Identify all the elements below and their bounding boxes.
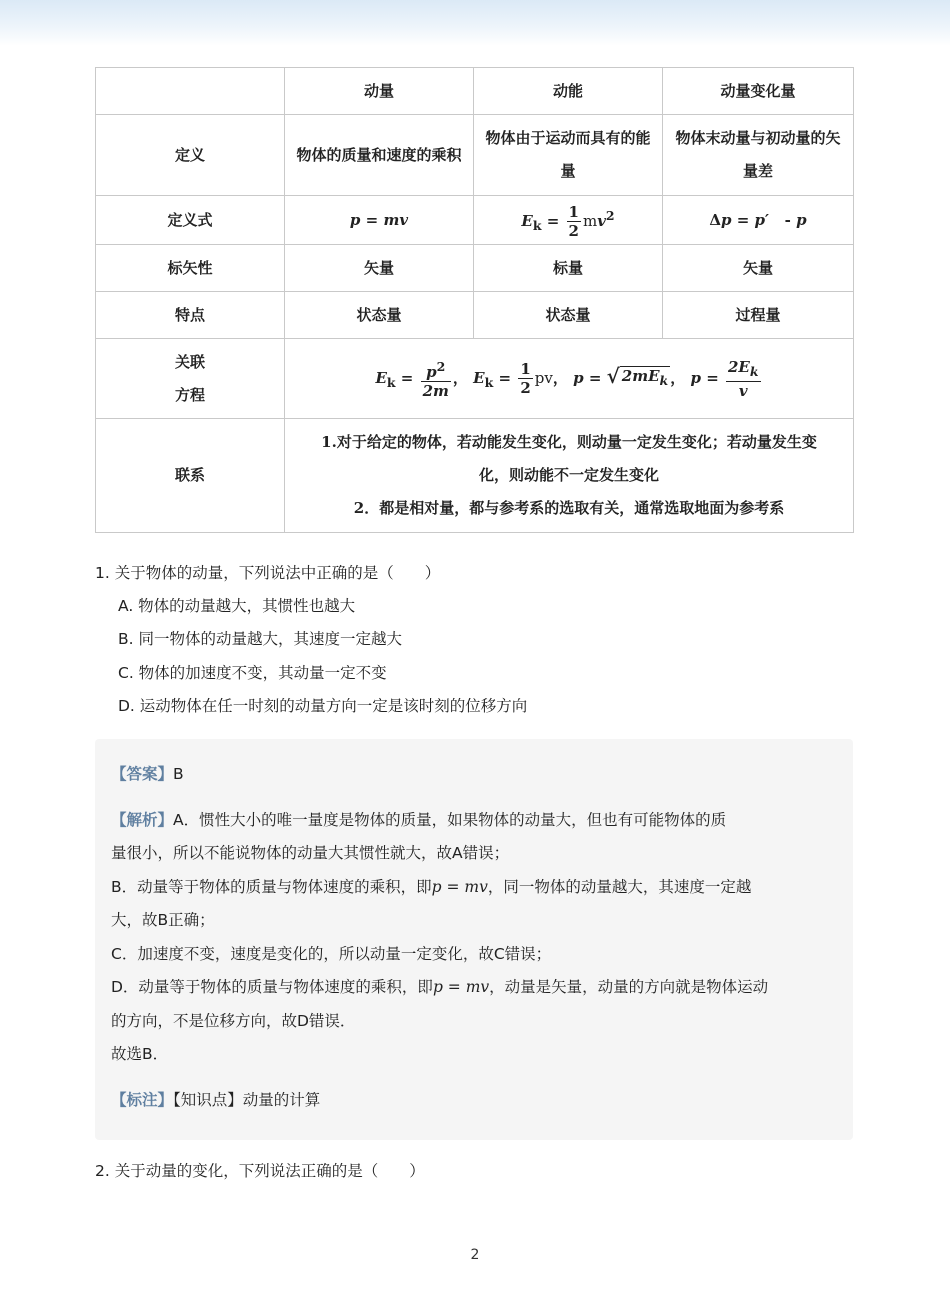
- note-tag: 【标注】: [111, 1091, 174, 1109]
- analysis-line-a2: 量很小，所以不能说物体的动量大其惯性就大，故A错误；: [111, 844, 510, 862]
- table-row-relation: [96, 339, 854, 419]
- vector-momentum-change: 矢量: [663, 245, 854, 292]
- formula-kinetic-energy: $E_k$ = $\frac{1}{2}$ $mv^2$: [474, 196, 663, 245]
- row-label-definition: 定义: [96, 115, 285, 196]
- question-2-stem: 2. 关于动量的变化，下列说法正确的是（ ）: [95, 1162, 425, 1180]
- answer-line: [111, 763, 184, 785]
- formula-momentum-change: Δp = p′ - p: [663, 196, 854, 245]
- note-line: [111, 1089, 320, 1111]
- question-1-stem: 1. 关于物体的动量，下列说法中正确的是（ ）: [95, 564, 441, 582]
- analysis-line-b1: B．动量等于物体的质量与物体速度的乘积，即p = mv，同一物体的动量越大，其速度一定越: [111, 878, 752, 896]
- row-label-feature: 特点: [96, 292, 285, 339]
- analysis-line-a1: 【解析】A．惯性大小的唯一量度是物体的质量，如果物体的动量大，但也有可能物体的质: [111, 811, 727, 829]
- header-momentum: 动量: [285, 68, 474, 115]
- comparison-table: [95, 67, 854, 533]
- question-1-option-c: C. 物体的加速度不变，其动量一定不变: [118, 664, 387, 682]
- vector-momentum: 矢量: [285, 245, 474, 292]
- definition-momentum-change: 物体末动量与初动量的矢量差: [663, 115, 854, 196]
- header-empty-cell: [96, 68, 285, 115]
- feature-momentum-change: 过程量: [663, 292, 854, 339]
- table-row-feature: [96, 292, 854, 339]
- header-kinetic-energy: 动能: [474, 68, 663, 115]
- vector-kinetic-energy: 标量: [474, 245, 663, 292]
- row-label-relation: 关联 方程: [96, 339, 285, 419]
- definition-kinetic-energy: 物体由于运动而具有的能量: [474, 115, 663, 196]
- question-1-option-b: B. 同一物体的动量越大，其速度一定越大: [118, 630, 402, 648]
- connection-text: 1.对于给定的物体，若动能发生变化，则动量一定发生变化；若动量发生变 化，则动能不一定发生变化 2．都是相对量，都与参考系的选取有关，通常选取地面为参考系: [285, 419, 854, 533]
- analysis-line-b2: 大，故B正确；: [111, 911, 215, 929]
- formula-momentum: p = mv: [285, 196, 474, 245]
- row-label-formula: 定义式: [96, 196, 285, 245]
- page-number: 2: [470, 1247, 480, 1263]
- row-label-vector: 标矢性: [96, 245, 285, 292]
- table-row-definition: [96, 115, 854, 196]
- analysis-line-c: C．加速度不变，速度是变化的，所以动量一定变化，故C错误；: [111, 945, 552, 963]
- question-1-option-d: D. 运动物体在任一时刻的动量方向一定是该时刻的位移方向: [118, 697, 528, 715]
- relation-equations: $E_k$ = $\frac{p^2}{2m}$ ， $E_k$ = $\frac{1}{2}$ pv， p = √ $2mE_k$ ， p = $\frac{2E_k}{v}$: [285, 339, 854, 419]
- answer-box: [95, 739, 853, 1140]
- analysis-conclusion: 故选B．: [111, 1045, 169, 1063]
- row-label-connection: 联系: [96, 419, 285, 533]
- answer-value: B: [173, 765, 184, 783]
- table-header-row: [96, 68, 854, 115]
- table-row-formula: [96, 196, 854, 245]
- answer-tag: 【答案】: [111, 765, 174, 783]
- analysis-line-d1: D．动量等于物体的质量与物体速度的乘积，即p = mv，动量是矢量，动量的方向就是物体运动: [111, 978, 769, 996]
- header-momentum-change: 动量变化量: [663, 68, 854, 115]
- analysis-tag: 【解析】: [111, 811, 174, 829]
- note-text: 【知识点】动量的计算: [173, 1091, 321, 1109]
- page-header-band: [0, 0, 950, 46]
- definition-momentum: 物体的质量和速度的乘积: [285, 115, 474, 196]
- feature-kinetic-energy: 状态量: [474, 292, 663, 339]
- analysis-line-d2: 的方向，不是位移方向，故D错误．: [111, 1012, 356, 1030]
- table-row-connection: [96, 419, 854, 533]
- feature-momentum: 状态量: [285, 292, 474, 339]
- question-1-option-a: A. 物体的动量越大，其惯性也越大: [118, 597, 356, 615]
- table-row-vector: [96, 245, 854, 292]
